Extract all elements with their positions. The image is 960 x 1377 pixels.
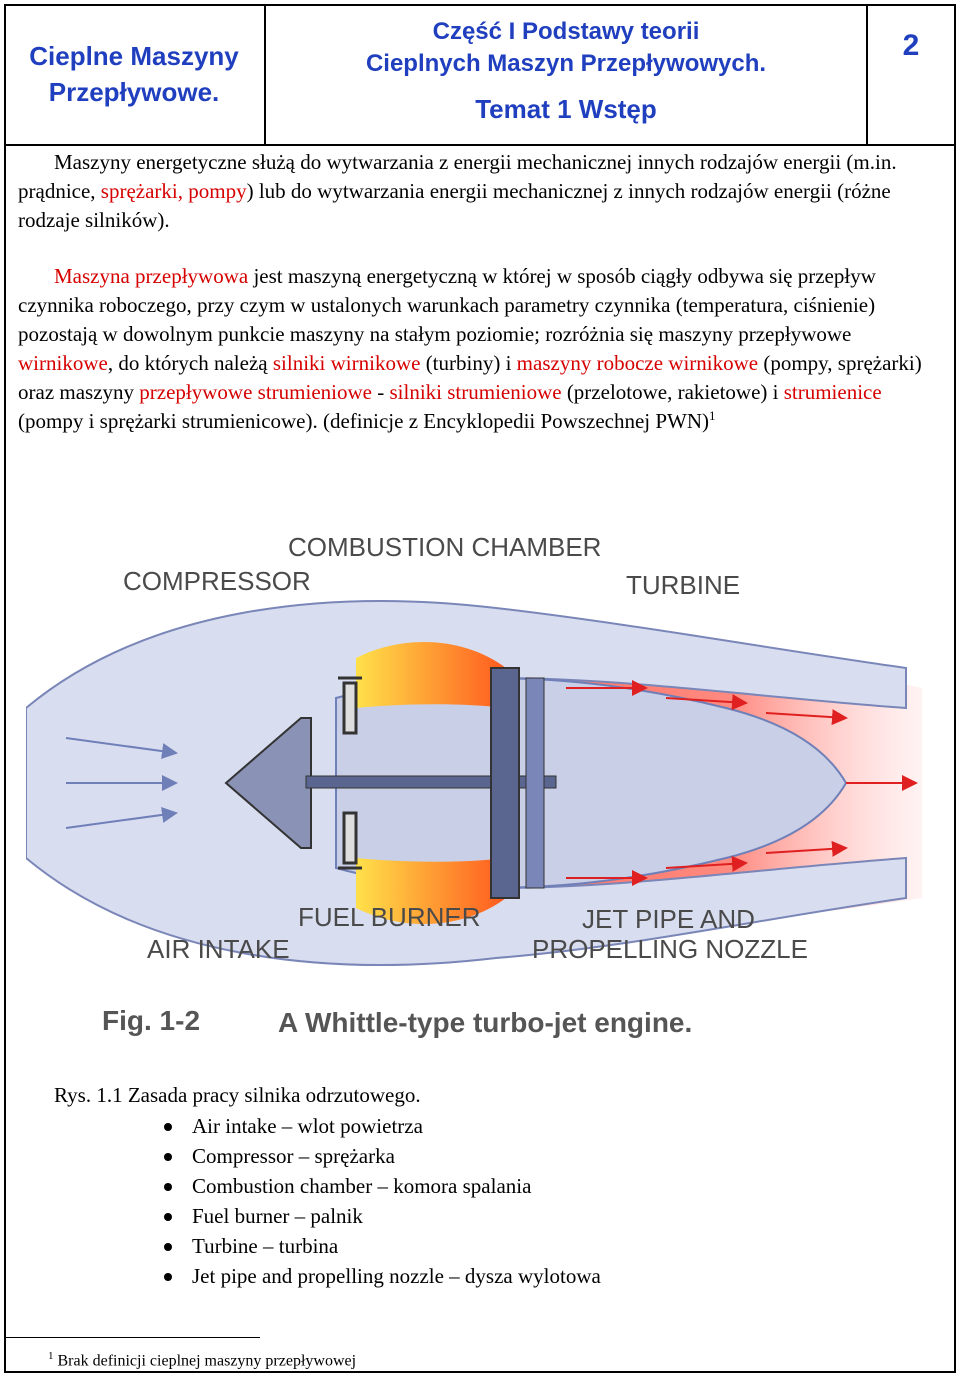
bullet-icon [164, 1183, 172, 1191]
turbine-rotor [491, 668, 519, 898]
bullet-icon [164, 1273, 172, 1281]
list-item [160, 1261, 601, 1291]
label-fuel-burner: FUEL BURNER [298, 902, 481, 932]
label-compressor: COMPRESSOR [123, 566, 311, 596]
figure-caption: Rys. 1.1 Zasada pracy silnika odrzutowego. [54, 1083, 421, 1107]
text-run: , do których należą [107, 351, 273, 375]
highlight-run: wirnikowe [18, 351, 108, 375]
list-item [160, 1141, 601, 1171]
turbojet-figure [26, 518, 922, 1052]
figure-title: A Whittle-type turbo-jet engine. [278, 1007, 693, 1038]
bullet-icon [164, 1243, 172, 1251]
intro-paragraph [18, 148, 933, 235]
label-turbine: TURBINE [626, 570, 741, 600]
footnote-text: Brak definicji cieplnej maszyny przepływowej [53, 1352, 357, 1370]
highlight-run: maszyny robocze wirnikowe [516, 351, 759, 375]
list-item [160, 1231, 601, 1261]
bullet-icon [164, 1213, 172, 1221]
header-part-title [266, 4, 866, 144]
footnote [48, 1350, 356, 1370]
text-run: jest maszyną energetyczną w której w sposób ciągły odbywa się przepływ czynnika roboczego, przy czym w ustalonych warunkach parametry czynnika (temperatura, ciśnienie) pozostają w dowolnym punkcie maszyny na stałym poziomie; rozróżnia się maszyny przepływowe [18, 264, 876, 346]
page-number-cell [866, 4, 954, 144]
list-item-text: Compressor – sprężarka [192, 1144, 395, 1168]
turbojet-diagram [26, 518, 922, 1052]
list-item [160, 1111, 601, 1141]
part-title-line2: Cieplnych Maszyn Przepływowych. [365, 50, 767, 77]
text-run: Maszyny energetyczne służą do wytwarzania z energii mechanicznej innych rodzajów energii (m.in. prądnice, [18, 150, 897, 203]
definition-paragraph [18, 262, 933, 436]
course-title-line2: Przepływowe. [48, 77, 220, 107]
highlight-run: silniki wirnikowe [272, 351, 421, 375]
figure-number: Fig. 1-2 [102, 1005, 201, 1036]
turbine-stator [526, 678, 544, 888]
part-title-line1: Część I Podstawy teorii [432, 18, 700, 45]
highlight-run: strumienice [783, 380, 882, 404]
highlight-run: sprężarki, pompy [100, 179, 247, 203]
bullet-icon [164, 1153, 172, 1161]
highlight-run: Maszyna przepływowa [54, 264, 249, 288]
bullet-icon [164, 1123, 172, 1131]
list-item-text: Jet pipe and propelling nozzle – dysza wylotowa [192, 1264, 601, 1288]
text-run: - [371, 380, 390, 404]
terms-list [160, 1111, 601, 1291]
footnote-mark: 1 [48, 1350, 54, 1362]
highlight-run: silniki strumieniowe [389, 380, 562, 404]
list-item-text: Combustion chamber – komora spalania [192, 1174, 532, 1198]
page-number: 2 [902, 29, 920, 62]
text-run: (turbiny) i [420, 351, 517, 375]
list-item-text: Air intake – wlot powietrza [192, 1114, 423, 1138]
topic-title: Temat 1 Wstęp [475, 94, 657, 124]
page-header [4, 4, 956, 146]
footnote-reference: 1 [709, 408, 716, 423]
label-jet-pipe-line2: PROPELLING NOZZLE [532, 934, 808, 964]
header-course-title [4, 4, 266, 144]
text-run: (pompy i sprężarki strumienicowe). (definicje z Encyklopedii Powszechnej PWN) [18, 409, 710, 433]
label-air-intake: AIR INTAKE [147, 934, 290, 964]
list-item [160, 1201, 601, 1231]
course-title-line1: Cieplne Maszyny [29, 41, 239, 71]
text-run: (przelotowe, rakietowe) i [561, 380, 784, 404]
highlight-run: przepływowe strumieniowe [139, 380, 372, 404]
text-run: (pompy, sprężarki) oraz maszyny [18, 351, 922, 404]
label-jet-pipe-line1: JET PIPE AND [582, 904, 755, 934]
label-combustion-chamber: COMBUSTION CHAMBER [288, 532, 602, 562]
footnote-separator [4, 1337, 260, 1338]
list-item [160, 1171, 601, 1201]
text-run: ) lub do wytwarzania energii mechanicznej z innych rodzajów energii (różne rodzaje silników). [18, 179, 891, 232]
list-item-text: Turbine – turbina [192, 1234, 339, 1258]
list-item-text: Fuel burner – palnik [192, 1204, 363, 1228]
